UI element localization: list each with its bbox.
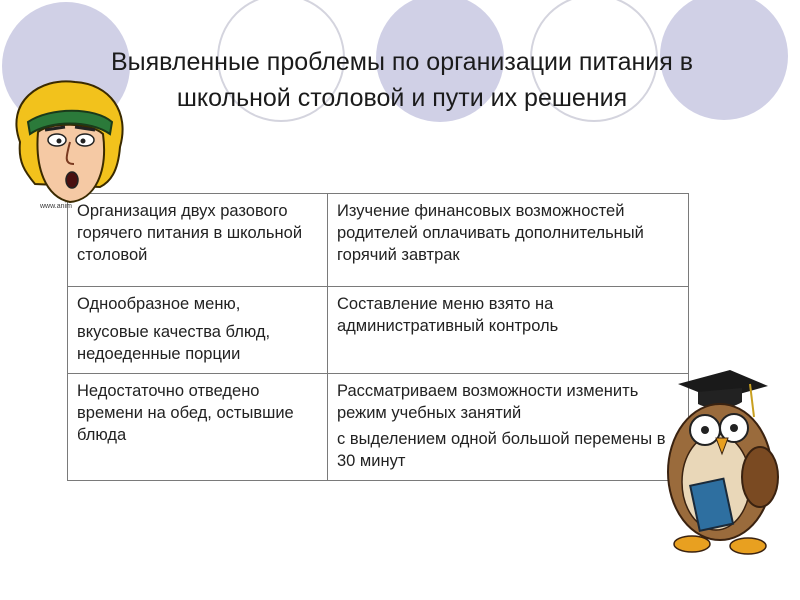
teacher-cartoon-image <box>0 72 140 222</box>
watermark-text: www.anim <box>40 203 72 210</box>
solution-cell <box>328 194 689 287</box>
solution-cell <box>328 287 689 374</box>
table-row <box>68 374 689 481</box>
cell-text: Изучение финансовых возможностей родителей оплачивать дополнительный горячий завтрак <box>337 202 644 264</box>
table-row <box>68 287 689 374</box>
slide-title <box>92 44 712 116</box>
cell-text: вкусовые качества блюд, недоеденные порции <box>77 323 271 363</box>
owl-cartoon-image <box>650 362 790 562</box>
slide-title-line: школьной столовой и пути их решения <box>176 84 628 112</box>
cell-text: Организация двух разового горячего питания в школьной столовой <box>77 202 303 264</box>
cell-text: Составление меню взято на административный контроль <box>337 295 559 335</box>
cell-text: Однообразное меню, <box>77 295 241 313</box>
problem-cell <box>68 374 328 481</box>
slide-title-line: Выявленные проблемы по организации питания в <box>110 48 694 76</box>
table-row <box>68 194 689 287</box>
cell-text: Недостаточно отведено времени на обед, остывшие блюда <box>77 382 294 444</box>
problems-solutions-table <box>67 193 689 481</box>
problem-cell <box>68 287 328 374</box>
cell-text: Рассматриваем возможности изменить режим учебных занятий <box>337 382 639 422</box>
solution-cell <box>328 374 689 481</box>
cell-text: с выделением одной большой перемены в 30 минут <box>337 430 666 470</box>
